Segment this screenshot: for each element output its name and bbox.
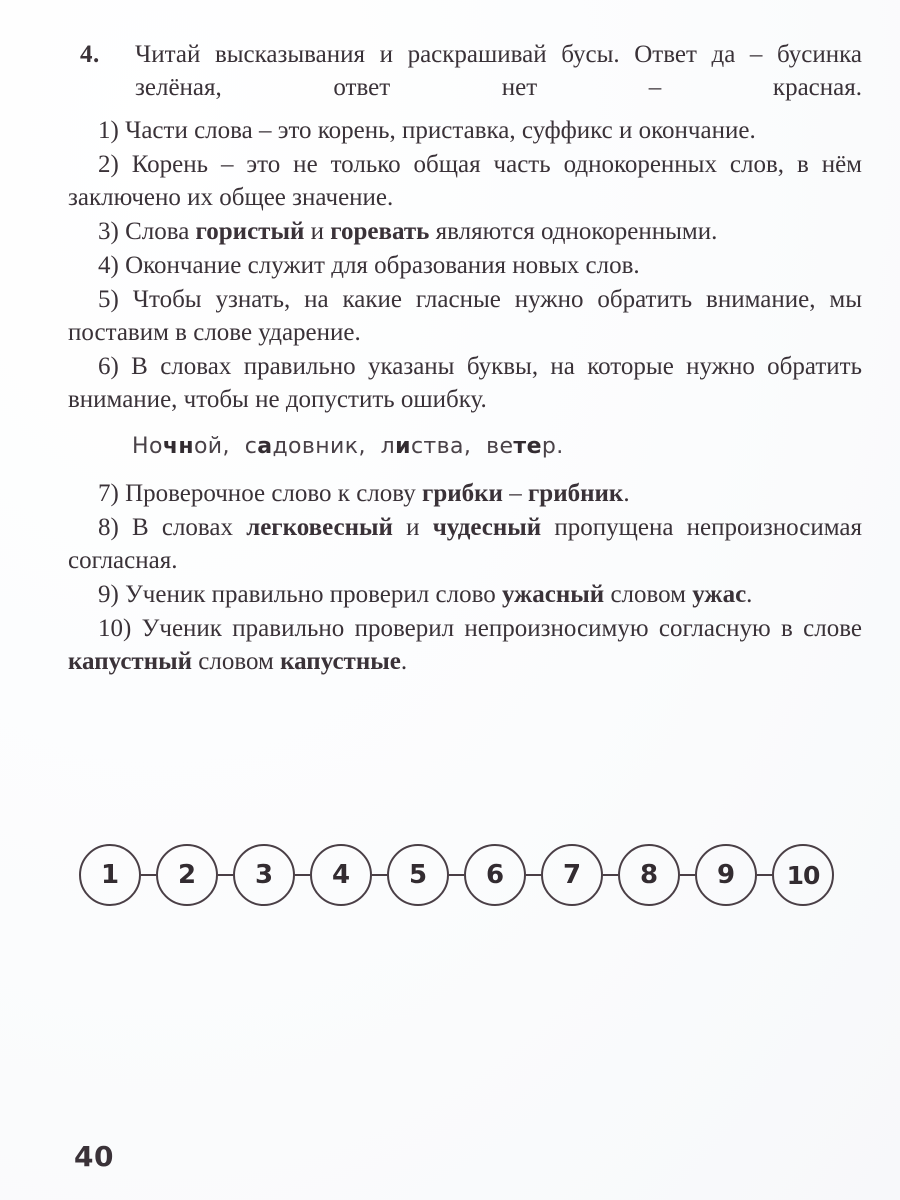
statement-9-bold-uzhasny: ужасный xyxy=(501,581,605,608)
word-nochnoy-part-a: Но xyxy=(132,434,163,459)
task-instruction: Читай высказывания и раскрашивай бусы. Ответ да – бусинка зелёная, ответ нет – красная. xyxy=(135,41,862,101)
statement-3-bold-gorevat: горевать xyxy=(330,218,430,245)
statement-2: 2) Корень – это не только общая часть однокоренных слов, в нём заключено их общее значение. xyxy=(68,151,862,211)
bead-4[interactable] xyxy=(310,844,372,906)
word-sadovnik-part-b: довник, xyxy=(272,434,366,459)
bead-connector xyxy=(680,874,695,876)
statement-8-part-c: пропущена непроизносимая согласная. xyxy=(68,514,862,574)
bead-label: 8 xyxy=(639,860,659,890)
statement-6: 6) В словах правильно указаны буквы, на которые нужно обратить внимание, чтобы не допустить ошибку. xyxy=(68,353,862,413)
statement-7-part-c: . xyxy=(623,480,630,507)
bead-6[interactable] xyxy=(464,844,526,906)
statement-8-part-b: и xyxy=(392,514,433,541)
word-sadovnik xyxy=(245,434,366,459)
statement-10-part-a: 10) Ученик правильно проверил непроизносимую согласную в слове xyxy=(98,615,862,642)
bead-connector xyxy=(757,874,772,876)
statement-3-part-c: являются однокоренными. xyxy=(429,218,718,245)
statement-7-bold-gribnik: грибник xyxy=(527,480,624,507)
bead-connector xyxy=(295,874,310,876)
statement-10-part-b: словом xyxy=(192,648,281,675)
bead-label: 3 xyxy=(254,860,274,890)
bead-2[interactable] xyxy=(156,844,218,906)
word-listva-mark-i: и xyxy=(395,434,411,459)
statement-9-bold-uzhas: ужас xyxy=(692,581,747,608)
word-veter-mark-t: т xyxy=(513,434,527,459)
bead-connector xyxy=(603,874,618,876)
bead-10[interactable] xyxy=(772,844,834,906)
bead-label: 5 xyxy=(408,860,428,890)
statement-8-part-a: 8) В словах xyxy=(98,514,247,541)
statement-7-bold-gribki: грибки xyxy=(421,480,503,507)
statement-10-bold-kapustnye: капустные xyxy=(280,648,401,675)
statement-9-part-b: словом xyxy=(604,581,693,608)
statement-8-bold-legkovesny: легковесный xyxy=(246,514,393,541)
word-nochnoy-mark-n: н xyxy=(178,434,194,459)
bead-label: 6 xyxy=(485,860,505,890)
bead-8[interactable] xyxy=(618,844,680,906)
statement-10 xyxy=(68,612,862,678)
word-nochnoy-mark-ch: ч xyxy=(162,434,179,459)
statement-7 xyxy=(68,477,862,510)
word-veter-part-a: ве xyxy=(486,434,514,459)
bead-connector xyxy=(141,874,156,876)
word-veter-part-b: р. xyxy=(541,434,564,459)
page-number: 40 xyxy=(74,1140,114,1173)
bead-3[interactable] xyxy=(233,844,295,906)
bead-label: 4 xyxy=(331,860,351,890)
word-veter xyxy=(486,434,564,459)
word-listva xyxy=(381,434,472,459)
word-sadovnik-mark-a: а xyxy=(257,434,273,459)
bead-connector xyxy=(218,874,233,876)
word-sadovnik-part-a: с xyxy=(244,434,258,459)
statement-7-part-a: 7) Проверочное слово к слову xyxy=(98,480,422,507)
task-block xyxy=(68,38,862,110)
statement-7-part-b: – xyxy=(502,480,528,507)
statement-9-part-c: . xyxy=(746,581,753,608)
page-content xyxy=(68,38,862,679)
statement-10-part-c: . xyxy=(400,648,408,675)
statement-8-bold-chudesny: чудесный xyxy=(432,514,542,541)
bead-connector xyxy=(449,874,464,876)
statement-3-bold-goristy: гористый xyxy=(195,218,305,245)
bead-chain xyxy=(79,844,834,906)
word-list xyxy=(68,430,862,463)
bead-7[interactable] xyxy=(541,844,603,906)
word-listva-part-a: л xyxy=(380,434,396,459)
statement-10-bold-kapustny: капустный xyxy=(68,648,193,675)
bead-5[interactable] xyxy=(387,844,449,906)
statement-4: 4) Окончание служит для образования новых слов. xyxy=(98,252,640,279)
bead-connector xyxy=(526,874,541,876)
bead-label: 1 xyxy=(100,860,120,890)
bead-9[interactable] xyxy=(695,844,757,906)
bead-1[interactable] xyxy=(79,844,141,906)
bead-label: 2 xyxy=(177,860,197,890)
statement-3 xyxy=(68,215,862,248)
statement-9-part-a: 9) Ученик правильно проверил слово xyxy=(98,581,502,608)
bead-label: 9 xyxy=(716,860,736,890)
word-nochnoy-part-b: ой, xyxy=(193,434,230,459)
word-veter-mark-e: е xyxy=(526,434,542,459)
task-number: 4. xyxy=(80,41,100,68)
statement-3-part-b: и xyxy=(304,218,331,245)
statement-8 xyxy=(68,511,862,577)
word-listva-part-b: ства, xyxy=(410,434,472,459)
statement-5: 5) Чтобы узнать, на какие гласные нужно обратить внимание, мы поставим в слове ударение. xyxy=(68,286,862,346)
statement-3-part-a: 3) Слова xyxy=(98,218,196,245)
word-nochnoy xyxy=(132,434,230,459)
bead-label: 7 xyxy=(562,860,582,890)
statement-9 xyxy=(68,578,862,611)
statement-1: 1) Части слова – это корень, приставка, суффикс и окончание. xyxy=(98,117,756,144)
bead-label: 10 xyxy=(786,860,820,890)
bead-connector xyxy=(372,874,387,876)
